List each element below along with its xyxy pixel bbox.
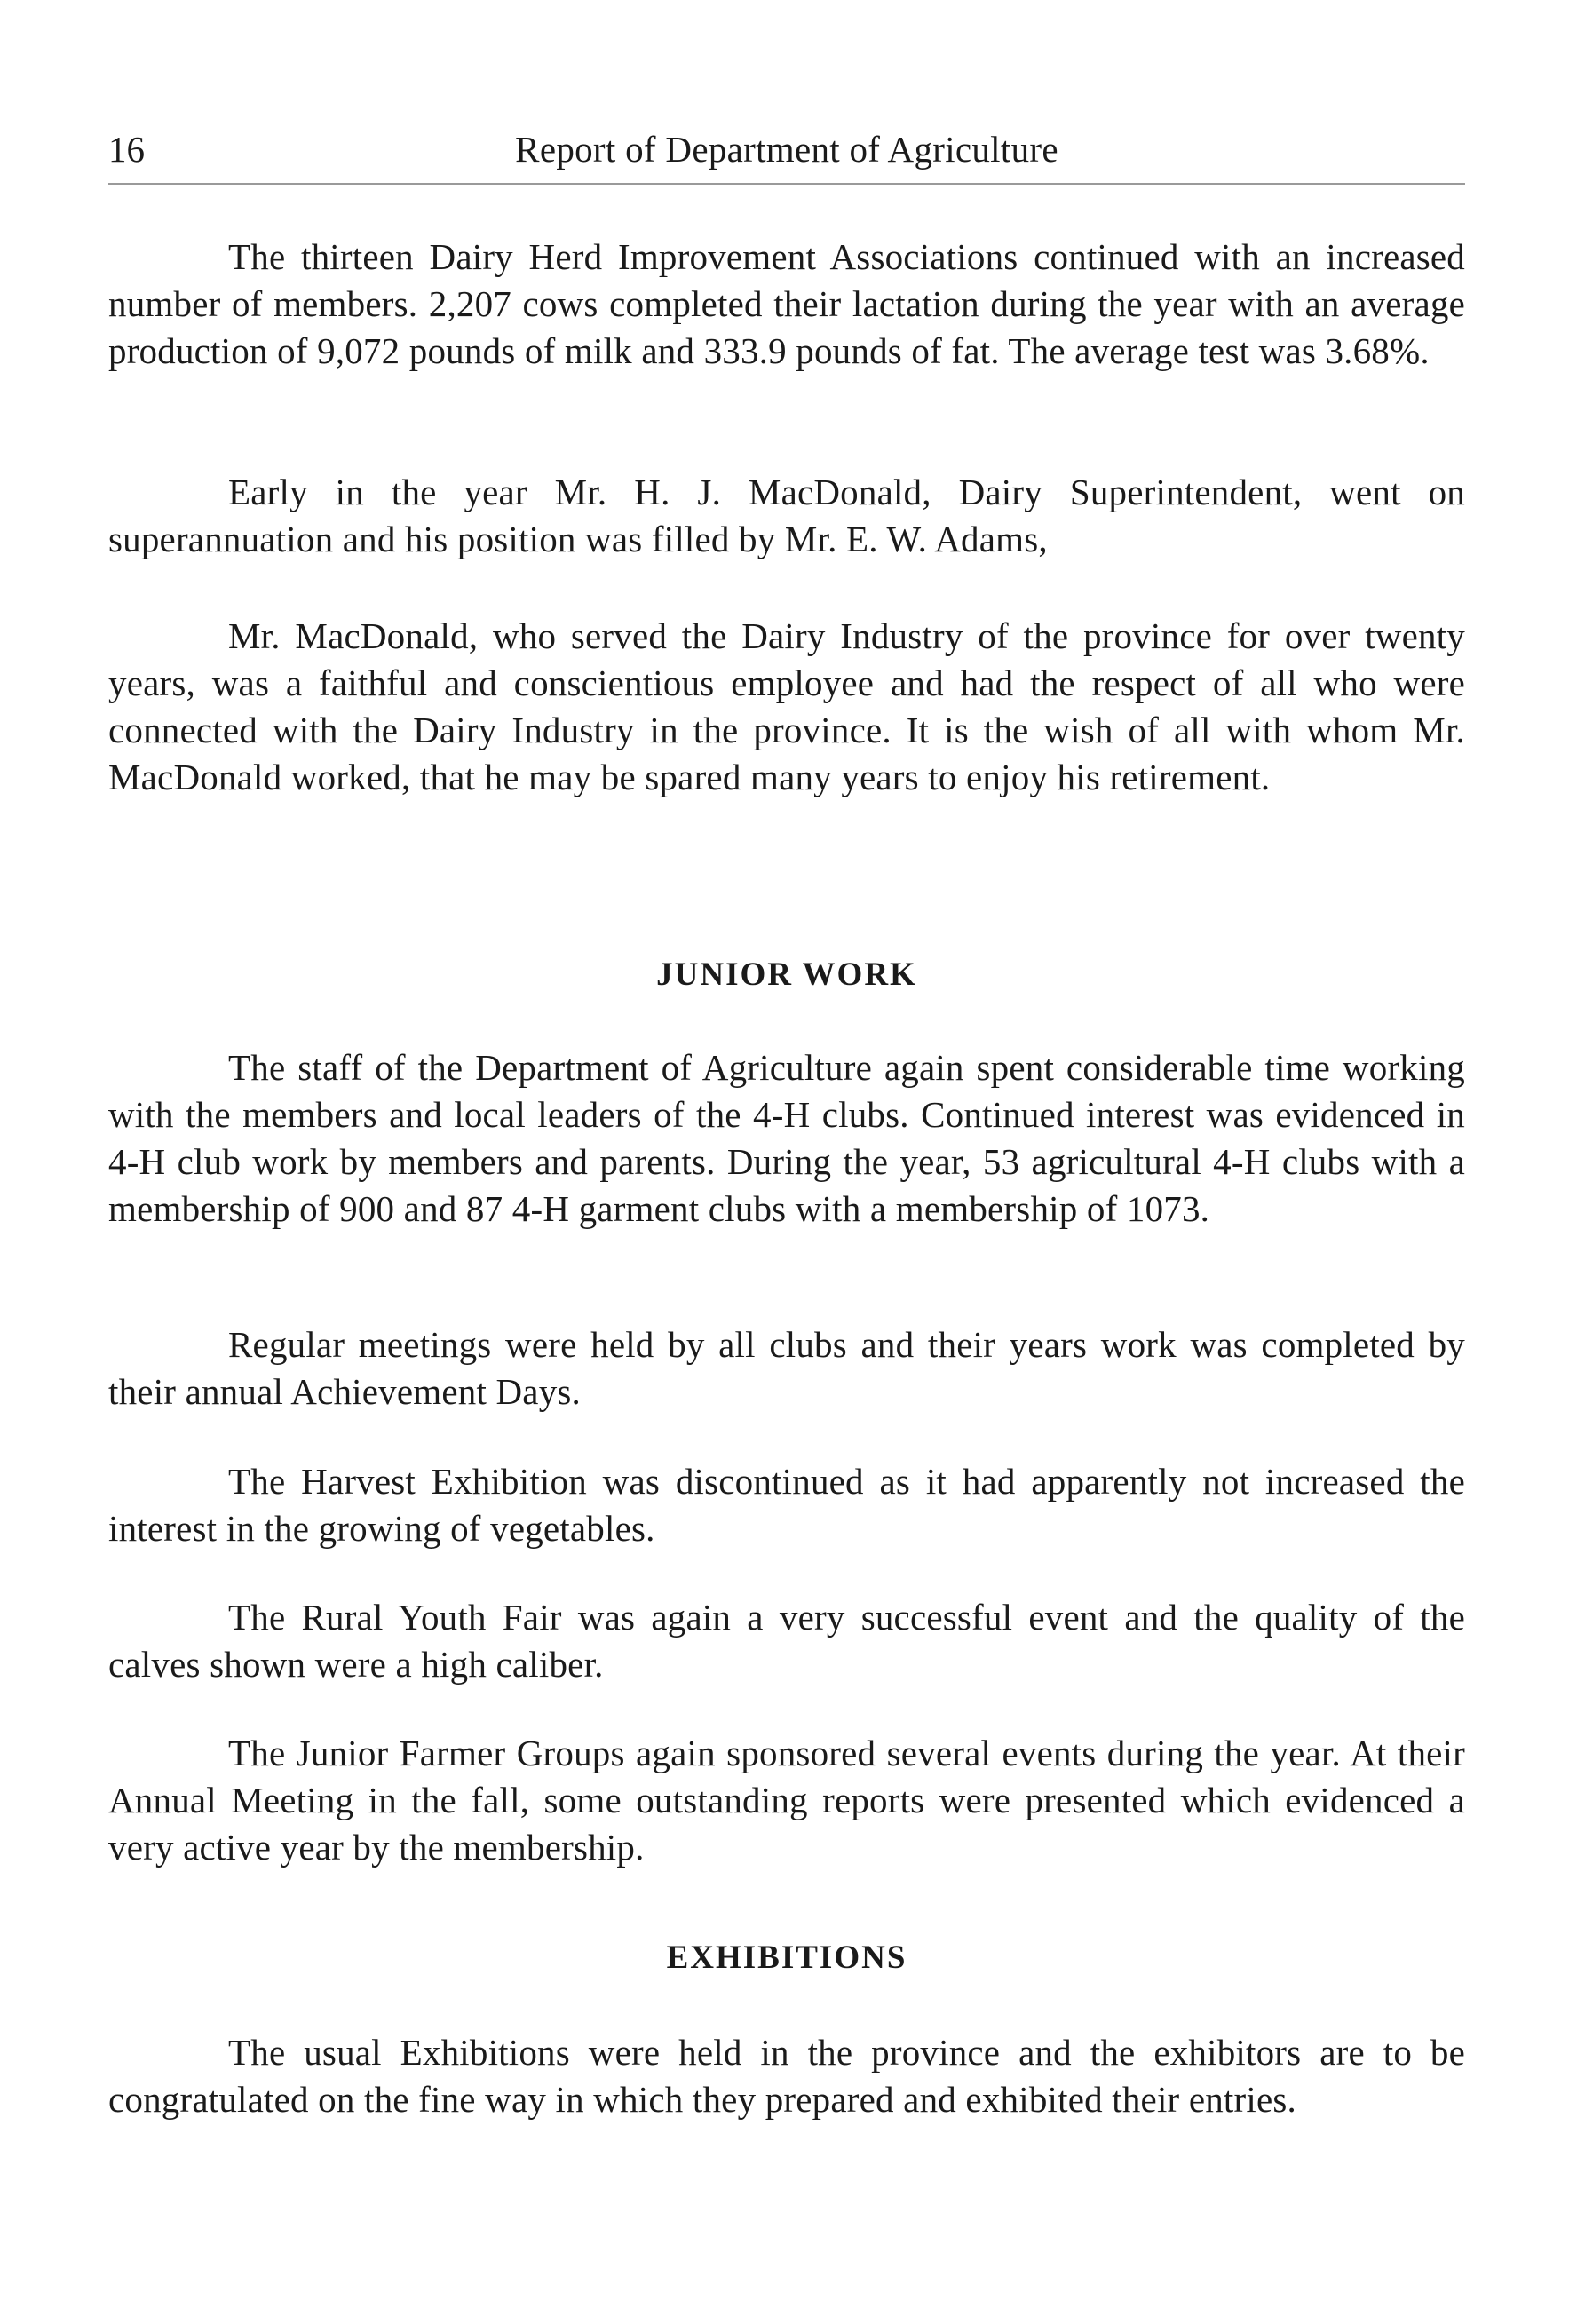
running-title: Report of Department of Agriculture <box>515 129 1058 170</box>
paragraph-junior-meetings: Regular meetings were held by all clubs and their years work was completed by their annual Achievement Days. <box>108 1324 1465 1412</box>
paragraph-macdonald-tribute: Mr. MacDonald, who served the Dairy Industry of the province for over twenty years, was a faithful and conscientious employee and had the respect of all who were connected with the Dairy Industry in the province. It is the wish of all with whom Mr. MacDonald worked, that he may be spared many years to enjoy his retirement. <box>108 615 1465 797</box>
paragraph-harvest-exhibition: The Harvest Exhibition was discontinued as it had apparently not increased the interest in the growing of vegetables. <box>108 1461 1465 1549</box>
running-header <box>108 123 1465 176</box>
section-heading-exhibitions: EXHIBITIONS <box>666 1939 907 1976</box>
paragraph-junior-farmer-groups: The Junior Farmer Groups again sponsored several events during the year. At their Annual Meeting in the fall, some outstanding reports were presented which evidenced a very active year by the membership. <box>108 1733 1465 1868</box>
paragraph-exhibitions: The usual Exhibitions were held in the province and the exhibitors are to be congratulated on the fine way in which they prepared and exhibited their entries. <box>108 2032 1465 2120</box>
page-number: 16 <box>108 129 145 170</box>
paragraph-dairy-associations: The thirteen Dairy Herd Improvement Associations continued with an increased number of members. 2,207 cows completed their lactation during the year with an average production of 9,072 pounds of milk and 333.9 pounds of fat. The average test was 3.68%. <box>108 236 1465 371</box>
section-heading-junior-work: JUNIOR WORK <box>656 956 917 993</box>
paragraph-rural-youth-fair: The Rural Youth Fair was again a very successful event and the quality of the calves shown were a high caliber. <box>108 1597 1465 1685</box>
paragraph-junior-staff: The staff of the Department of Agriculture again spent considerable time working with the members and local leaders of the 4-H clubs. Continued interest was evidenced in 4-H club work by members and parents. During the year, 53 agricultural 4-H clubs with a membership of 900 and 87 4-H garment clubs with a membership of 1073. <box>108 1047 1465 1229</box>
header-rule <box>108 183 1465 185</box>
paragraph-superannuation: Early in the year Mr. H. J. MacDonald, Dairy Superintendent, went on superannuation and his position was filled by Mr. E. W. Adams, <box>108 472 1465 559</box>
